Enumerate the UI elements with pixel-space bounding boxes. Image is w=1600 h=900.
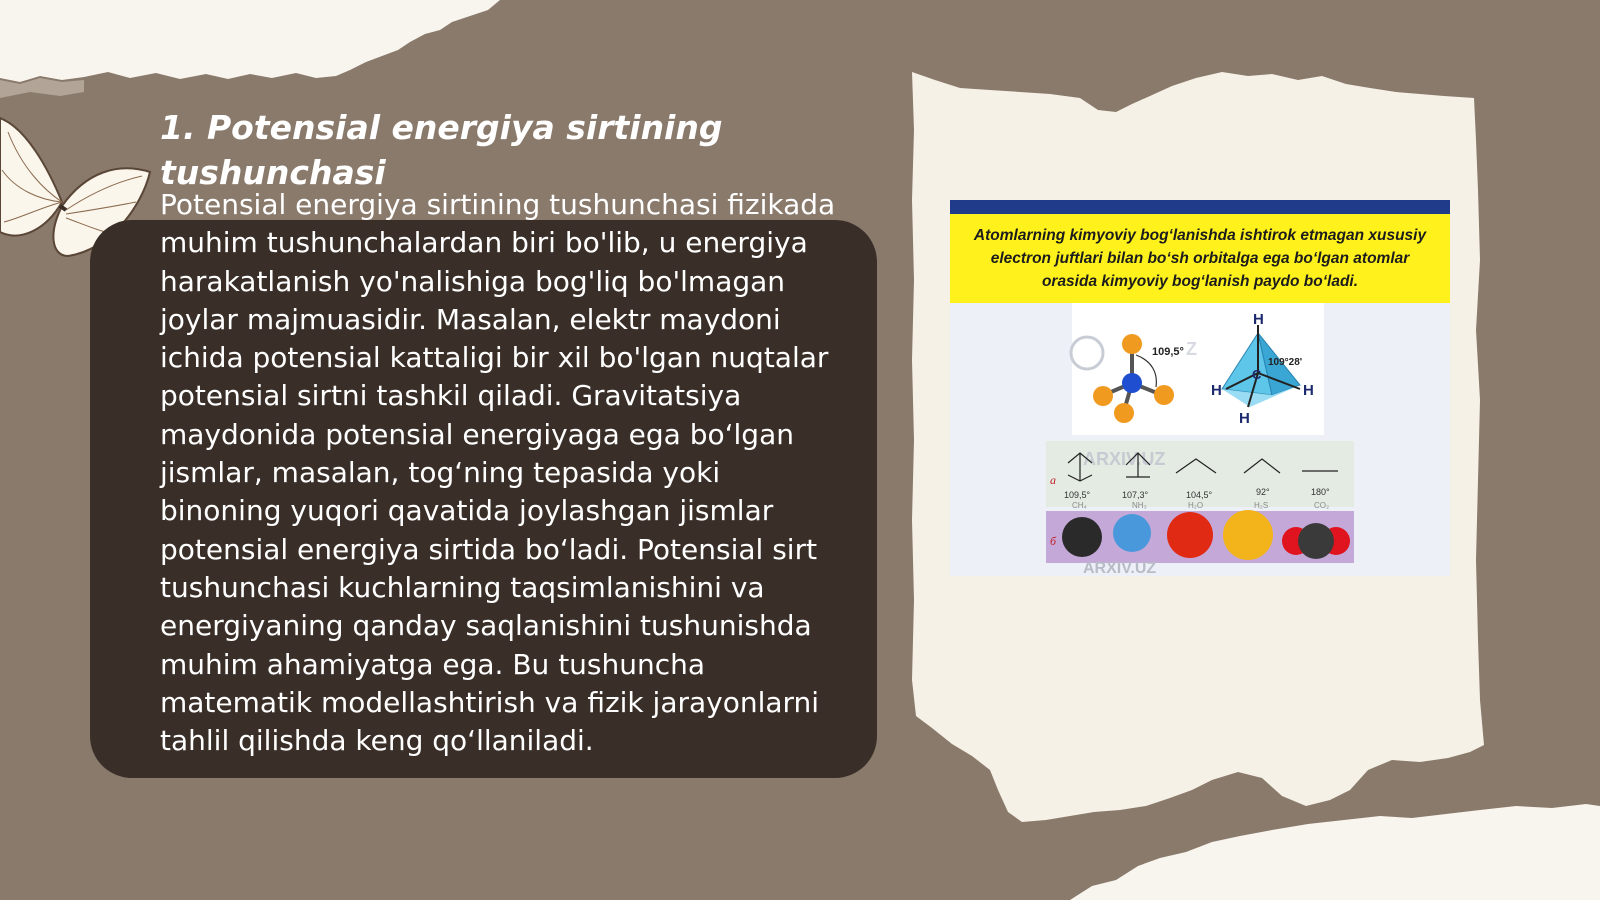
bond-angle-1: 109,5°: [1064, 490, 1091, 500]
bond-angle-3: 104,5°: [1186, 490, 1213, 500]
slide-title: 1. Potensial energiya sirtining tushunchasi: [160, 108, 723, 192]
watermark-2: ARXIV.UZ: [1083, 560, 1157, 576]
atom-h-bottom: H: [1239, 410, 1250, 427]
body-text: Potensial energiya sirtining tushunchasi fizikada muhim tushunchalardan biri bo'lib, u energiya harakatlanish yo'nalishiga bog'liq bo'lmagan joylar majmuasidir. Masalan, elektr maydoni ichida potensial kattaligi bir xil bo'lgan nuqtalar potensial sirtni tashkil qiladi. Gravitatsiya maydonida potensial energiyaga ega bo‘lgan jismlar, masalan, tog‘ning tepasida yoki binoning yuqori qavatida joylashgan jismlar potensial energiya sirtida bo‘ladi. Potensial sirt tushunchasi kuchlarning taqsimlanishini va energiyaning qanday saqlanishini tushunishda muhim ahamiyatga ega. Bu tushuncha matematik modellashtirish va fizik jarayonlarni tahlil qilishda keng qo‘llaniladi.: [160, 188, 836, 758]
angle-label-2: 109°28': [1268, 357, 1303, 368]
bond-angle-2: 107,3°: [1122, 490, 1149, 500]
bond-angle-5: 180°: [1311, 487, 1330, 497]
figure-caption: Atomlarning kimyoviy bog‘lanishda ishtirok etmagan xususiy electron juftlari bilan bo‘sh orbitalga ega bo‘lgan atomlar orasida kimyoviy bog‘lanish paydo bo‘ladi.: [950, 214, 1450, 303]
svg-text:Z: Z: [1186, 339, 1197, 359]
formula-4: H₂S: [1254, 501, 1269, 510]
atom-h-right: H: [1303, 382, 1314, 399]
bond-angle-4: 92°: [1256, 487, 1270, 497]
figure-top-bar: [950, 200, 1450, 214]
atom-h-left: H: [1211, 382, 1222, 399]
formula-5: CO₂: [1314, 501, 1330, 510]
molecule-illustrations: [950, 303, 1450, 576]
atom-c: C: [1252, 367, 1262, 382]
atom-h-top: H: [1253, 311, 1264, 328]
formula-3: H₂O: [1188, 501, 1204, 510]
watermark: ARXIV.UZ: [1083, 449, 1166, 469]
formula-1: CH₄: [1072, 501, 1087, 510]
row-b-label: б: [1050, 534, 1057, 548]
row-a-label: a: [1050, 473, 1056, 487]
angle-label-1: 109,5°: [1152, 346, 1184, 358]
chemistry-figure: [950, 200, 1450, 576]
formula-2: NH₃: [1132, 501, 1147, 510]
